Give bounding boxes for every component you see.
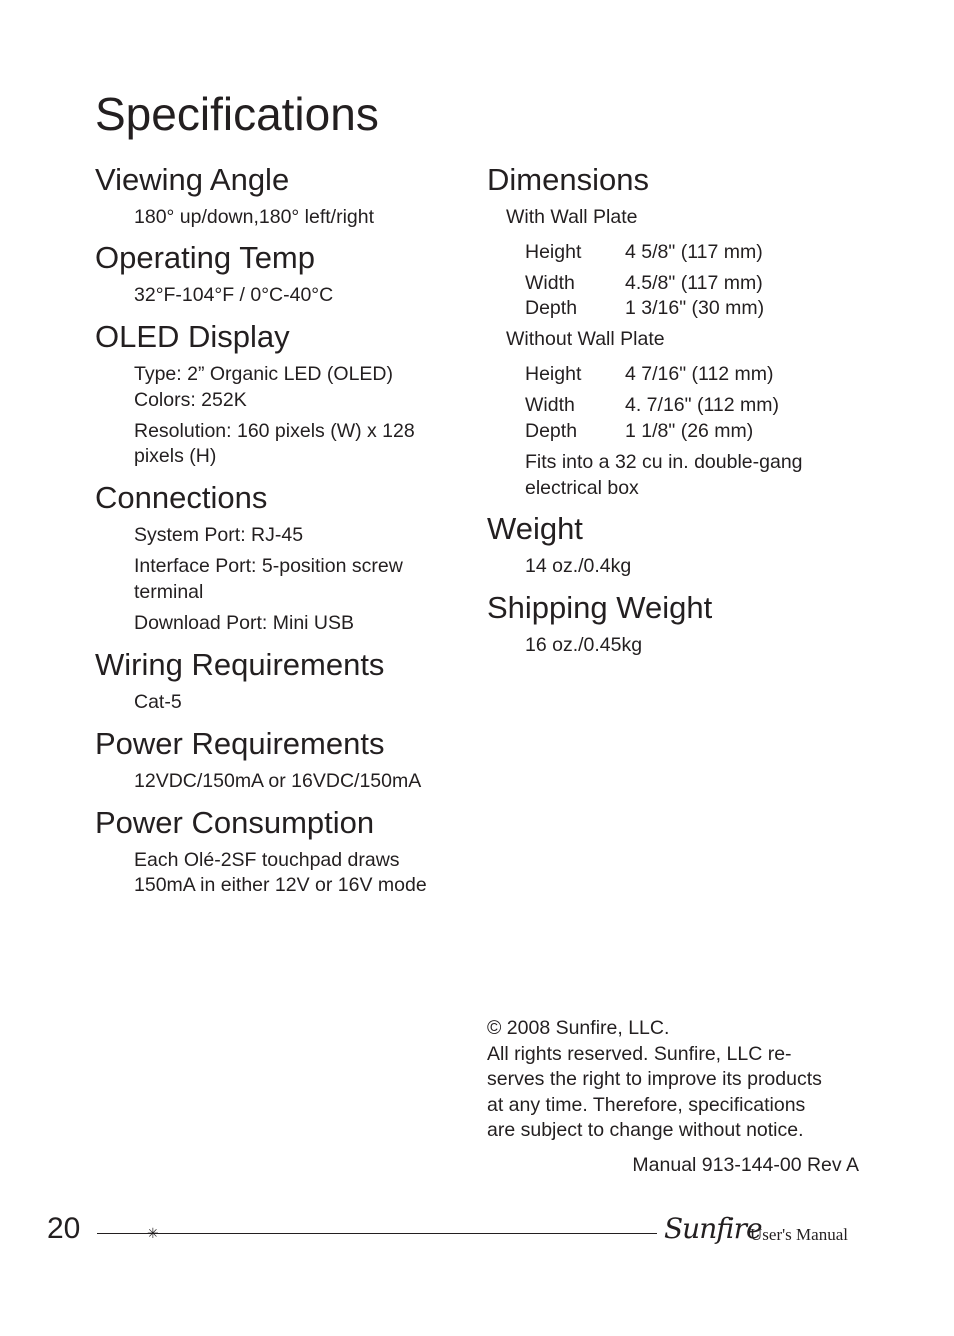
- legal-line3: at any time. Therefore, specifications: [487, 1094, 806, 1116]
- oled-colors: Colors: 252K: [134, 389, 247, 411]
- oled-type: Type: 2” Organic LED (OLED): [134, 363, 394, 385]
- page-title: Specifications: [95, 88, 379, 140]
- power-requirements-value: 12VDC/150mA or 16VDC/150mA: [134, 770, 422, 792]
- without-plate-depth-label: Depth: [525, 420, 578, 442]
- without-plate-width-value: 4. 7/16" (112 mm): [625, 394, 779, 416]
- with-plate-width-row: [525, 271, 763, 297]
- heading-viewing-angle: Viewing Angle: [95, 162, 290, 197]
- without-plate-width-row: [525, 393, 779, 419]
- heading-weight: Weight: [487, 511, 583, 546]
- weight-value: 14 oz./0.4kg: [525, 555, 632, 577]
- manual-revision: Manual 913-144-00 Rev A: [632, 1154, 859, 1176]
- power-consumption-line1: Each Olé-2SF touchpad draws: [134, 849, 400, 871]
- with-plate-depth-label: Depth: [525, 297, 578, 319]
- legal-line2: serves the right to improve its products: [487, 1068, 822, 1090]
- page-number: 20: [47, 1212, 81, 1245]
- without-plate-depth-row: [525, 419, 753, 445]
- without-plate-height-label: Height: [525, 363, 582, 385]
- with-plate-depth-value: 1 3/16" (30 mm): [625, 297, 765, 319]
- interface-port-line1: Interface Port: 5-position screw: [134, 555, 403, 577]
- fits-line1: Fits into a 32 cu in. double-gang: [525, 451, 803, 473]
- heading-oled-display: OLED Display: [95, 319, 290, 354]
- copyright: © 2008 Sunfire, LLC.: [487, 1017, 670, 1039]
- footer-rule: [97, 1233, 657, 1234]
- legal-line4: are subject to change without notice.: [487, 1119, 804, 1141]
- without-plate-height-value: 4 7/16" (112 mm): [625, 363, 774, 385]
- heading-power-requirements: Power Requirements: [95, 726, 385, 761]
- brand-logo: Sunfire: [664, 1212, 762, 1245]
- heading-connections: Connections: [95, 480, 268, 515]
- power-consumption-line2: 150mA in either 12V or 16V mode: [134, 874, 427, 896]
- without-plate-depth-value: 1 1/8" (26 mm): [625, 420, 754, 442]
- with-plate-height-label: Height: [525, 241, 582, 263]
- with-plate-height-value: 4 5/8" (117 mm): [625, 241, 763, 263]
- heading-shipping-weight: Shipping Weight: [487, 590, 713, 625]
- wiring-value: Cat-5: [134, 691, 182, 713]
- oled-resolution-line2: pixels (H): [134, 445, 217, 467]
- oled-resolution-line1: Resolution: 160 pixels (W) x 128: [134, 420, 415, 442]
- system-port: System Port: RJ-45: [134, 524, 304, 546]
- fits-line2: electrical box: [525, 477, 639, 499]
- with-plate-height-row: [525, 240, 763, 266]
- legal-line1: All rights reserved. Sunfire, LLC re-: [487, 1043, 792, 1065]
- interface-port-line2: terminal: [134, 581, 204, 603]
- users-manual-label: User's Manual: [750, 1225, 848, 1244]
- with-wall-plate-label: With Wall Plate: [506, 206, 638, 228]
- without-wall-plate-label: Without Wall Plate: [506, 328, 665, 350]
- heading-operating-temp: Operating Temp: [95, 240, 315, 275]
- star-icon: ✳: [147, 1225, 159, 1241]
- without-plate-width-label: Width: [525, 394, 575, 416]
- shipping-weight-value: 16 oz./0.45kg: [525, 634, 643, 656]
- with-plate-width-label: Width: [525, 272, 575, 294]
- without-plate-height-row: [525, 362, 774, 388]
- heading-power-consumption: Power Consumption: [95, 805, 375, 840]
- viewing-angle-value: 180° up/down,180° left/right: [134, 206, 375, 228]
- heading-wiring-requirements: Wiring Requirements: [95, 647, 385, 682]
- heading-dimensions: Dimensions: [487, 162, 649, 197]
- operating-temp-value: 32°F-104°F / 0°C-40°C: [134, 284, 334, 306]
- download-port: Download Port: Mini USB: [134, 612, 355, 634]
- with-plate-depth-row: [525, 296, 764, 322]
- with-plate-width-value: 4.5/8" (117 mm): [625, 272, 763, 294]
